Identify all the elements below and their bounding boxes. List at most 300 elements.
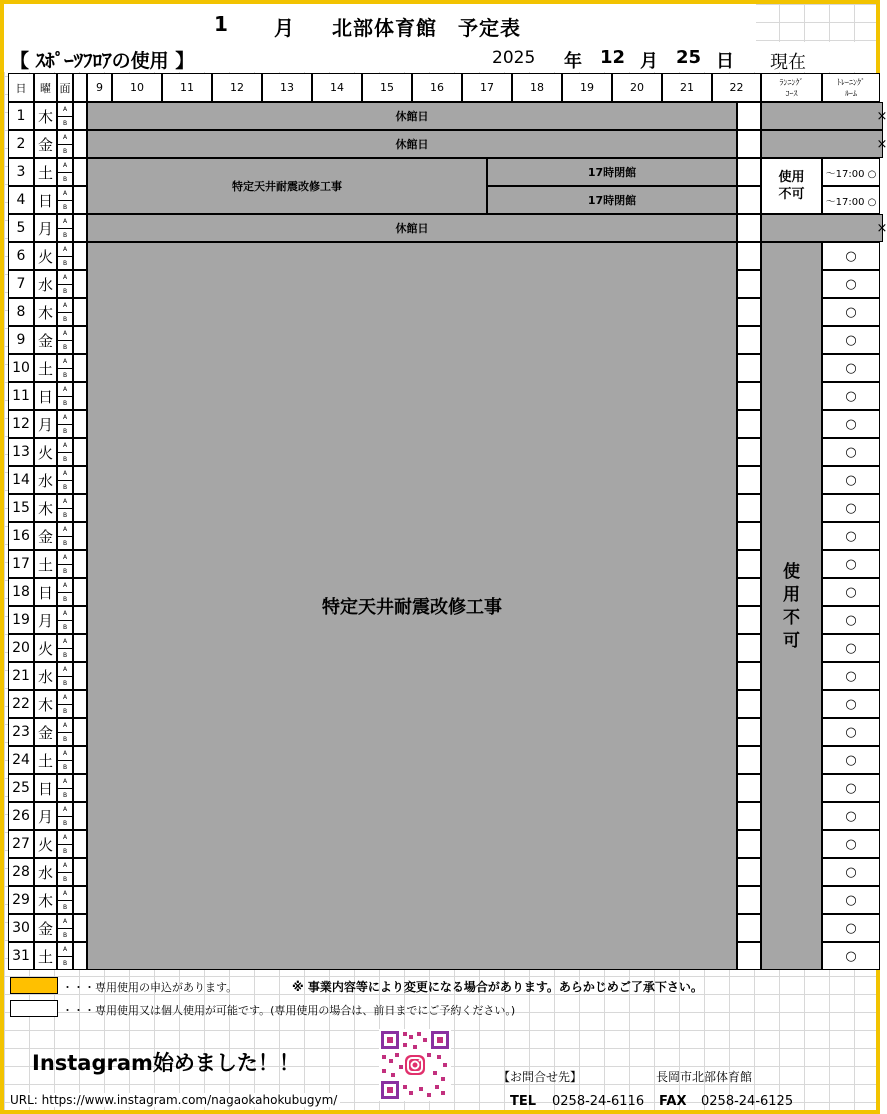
side-b-label: B <box>62 512 68 519</box>
late-cell <box>737 550 761 578</box>
side-ab-cell <box>57 242 73 270</box>
pad-cell <box>73 662 87 690</box>
side-a-label: A <box>58 831 72 845</box>
late-cell <box>737 942 761 970</box>
pad-cell <box>73 438 87 466</box>
running-unavailable-line1: 使用 <box>778 170 805 185</box>
side-a-label: A <box>58 495 72 509</box>
side-a-label: A <box>58 327 72 341</box>
hour-header: 14 <box>312 73 362 102</box>
weekday: 火 <box>34 634 57 662</box>
side-ab-cell <box>57 354 73 382</box>
pad-cell <box>73 270 87 298</box>
weekday: 日 <box>34 382 57 410</box>
day-number: 31 <box>8 942 34 970</box>
side-ab-cell <box>57 298 73 326</box>
hour-header: 22 <box>712 73 761 102</box>
instagram-qr-code[interactable] <box>379 1029 451 1101</box>
side-a-label: A <box>58 663 72 677</box>
side-ab-cell <box>57 522 73 550</box>
late-cell <box>737 102 761 130</box>
pad-cell <box>73 634 87 662</box>
pad-cell <box>73 746 87 774</box>
col-day: 日 <box>8 73 34 102</box>
training-available: ○ <box>822 634 880 662</box>
hour-header: 10 <box>112 73 162 102</box>
side-a-label: A <box>58 579 72 593</box>
pad-cell <box>73 914 87 942</box>
pad-cell <box>73 494 87 522</box>
weekday: 水 <box>34 270 57 298</box>
hour-header: 18 <box>512 73 562 102</box>
training-available: ○ <box>822 466 880 494</box>
side-b-label: B <box>62 960 68 967</box>
training-available: ○ <box>822 270 880 298</box>
pad-cell <box>73 354 87 382</box>
side-b-label: B <box>62 736 68 743</box>
training-available: ○ <box>822 438 880 466</box>
weekday: 日 <box>34 186 57 214</box>
day-number: 19 <box>8 606 34 634</box>
date-year-unit: 年 <box>564 51 582 72</box>
side-ab-cell <box>57 410 73 438</box>
training-available: ○ <box>822 802 880 830</box>
late-cell <box>737 410 761 438</box>
side-b-label: B <box>62 848 68 855</box>
late-cell <box>737 746 761 774</box>
side-b-label: B <box>62 316 68 323</box>
side-ab-cell <box>57 718 73 746</box>
side-a-label: A <box>58 355 72 369</box>
late-cell <box>737 214 761 242</box>
day-number: 6 <box>8 242 34 270</box>
side-a-label: A <box>58 747 72 761</box>
closed-cross-5: × <box>761 214 883 242</box>
vertical-char: 不 <box>783 608 800 628</box>
weekday: 月 <box>34 802 57 830</box>
side-ab-cell <box>57 942 73 970</box>
pad-cell <box>73 102 87 130</box>
side-ab-cell <box>57 662 73 690</box>
side-b-label: B <box>62 176 68 183</box>
side-b-label: B <box>62 456 68 463</box>
side-a-label: A <box>58 719 72 733</box>
day-number: 15 <box>8 494 34 522</box>
side-ab-cell <box>57 466 73 494</box>
weekday: 金 <box>34 326 57 354</box>
side-b-label: B <box>62 288 68 295</box>
hour-header: 17 <box>462 73 512 102</box>
side-a-label: A <box>58 411 72 425</box>
late-cell <box>737 382 761 410</box>
training-available: ○ <box>822 606 880 634</box>
training-available: ○ <box>822 578 880 606</box>
date-day-unit: 日 <box>716 51 734 72</box>
side-a-label: A <box>58 607 72 621</box>
day-number: 1 <box>8 102 34 130</box>
side-b-label: B <box>62 932 68 939</box>
instagram-url[interactable]: URL: https://www.instagram.com/nagaokahokubugym/ <box>10 1093 340 1107</box>
side-ab-cell <box>57 858 73 886</box>
training-available: ○ <box>822 550 880 578</box>
weekday: 金 <box>34 718 57 746</box>
hour-header: 16 <box>412 73 462 102</box>
hour-header: 19 <box>562 73 612 102</box>
side-b-label: B <box>62 792 68 799</box>
late-cell <box>737 606 761 634</box>
tel-label: TEL <box>510 1094 537 1109</box>
training-until17-3: ～17:00 ○ <box>822 158 880 186</box>
legend-notice: ※ 事業内容等により変更になる場合があります。あらかじめご了承下さい。 <box>292 980 703 994</box>
late-cell <box>737 326 761 354</box>
construction-block-small: 特定天井耐震改修工事 <box>87 158 487 214</box>
training-available: ○ <box>822 298 880 326</box>
side-ab-cell <box>57 494 73 522</box>
side-b-label: B <box>62 120 68 127</box>
day-number: 16 <box>8 522 34 550</box>
training-available: ○ <box>822 858 880 886</box>
hour-header: 20 <box>612 73 662 102</box>
side-b-label: B <box>62 764 68 771</box>
side-a-label: A <box>58 243 72 257</box>
weekday: 木 <box>34 102 57 130</box>
day-number: 17 <box>8 550 34 578</box>
side-ab-cell <box>57 830 73 858</box>
hour-header: 12 <box>212 73 262 102</box>
side-b-label: B <box>62 624 68 631</box>
date-day: 25 <box>676 47 702 68</box>
side-a-label: A <box>58 635 72 649</box>
day-number: 9 <box>8 326 34 354</box>
day-number: 24 <box>8 746 34 774</box>
side-a-label: A <box>58 383 72 397</box>
title-month-unit: 月 <box>274 16 294 40</box>
side-ab-cell <box>57 186 73 214</box>
side-b-label: B <box>62 596 68 603</box>
day-number: 20 <box>8 634 34 662</box>
weekday: 水 <box>34 466 57 494</box>
late-cell <box>737 298 761 326</box>
weekday: 月 <box>34 606 57 634</box>
weekday: 土 <box>34 746 57 774</box>
side-a-label: A <box>58 887 72 901</box>
facility-name: 長岡市北部体育館 <box>656 1070 753 1084</box>
side-a-label: A <box>58 551 72 565</box>
side-a-label: A <box>58 131 72 145</box>
side-ab-cell <box>57 578 73 606</box>
weekday: 木 <box>34 886 57 914</box>
day-number: 21 <box>8 662 34 690</box>
weekday: 水 <box>34 858 57 886</box>
pad-cell <box>73 578 87 606</box>
training-available: ○ <box>822 382 880 410</box>
late-cell <box>737 186 761 214</box>
day-number: 11 <box>8 382 34 410</box>
side-a-label: A <box>58 215 72 229</box>
side-a-label: A <box>58 803 72 817</box>
side-a-label: A <box>58 467 72 481</box>
closed-block-2: 休館日 <box>87 130 737 158</box>
side-a-label: A <box>58 271 72 285</box>
pad-cell <box>73 942 87 970</box>
col-training <box>822 73 880 102</box>
side-b-label: B <box>62 484 68 491</box>
weekday: 木 <box>34 494 57 522</box>
side-ab-cell <box>57 886 73 914</box>
side-b-label: B <box>62 344 68 351</box>
pad-cell <box>73 186 87 214</box>
late-cell <box>737 158 761 186</box>
side-ab-cell <box>57 158 73 186</box>
side-ab-cell <box>57 326 73 354</box>
pad-cell <box>73 690 87 718</box>
hour-header: 21 <box>662 73 712 102</box>
side-ab-cell <box>57 914 73 942</box>
side-b-label: B <box>62 652 68 659</box>
hour-header: 13 <box>262 73 312 102</box>
weekday: 木 <box>34 690 57 718</box>
weekday: 月 <box>34 214 57 242</box>
side-ab-cell <box>57 438 73 466</box>
side-a-label: A <box>58 859 72 873</box>
col-training-line2: ﾙｰﾑ <box>845 89 857 98</box>
side-ab-cell <box>57 214 73 242</box>
pad-cell <box>73 298 87 326</box>
date-month-unit: 月 <box>640 51 658 72</box>
legend-exclusive-text: ・・・専用使用の申込があります。 <box>62 981 238 994</box>
closed-cross-1: × <box>761 102 883 130</box>
vertical-char: 用 <box>783 585 800 605</box>
side-b-label: B <box>62 904 68 911</box>
day-number: 30 <box>8 914 34 942</box>
col-weekday: 曜 <box>34 73 57 102</box>
side-b-label: B <box>62 260 68 267</box>
col-training-line1: ﾄﾚｰﾆﾝｸﾞ <box>837 78 865 87</box>
closed-block-5: 休館日 <box>87 214 737 242</box>
late-cell <box>737 774 761 802</box>
training-available: ○ <box>822 494 880 522</box>
col-running-line1: ﾗﾝﾆﾝｸﾞ <box>779 78 804 87</box>
col-pad <box>73 73 87 102</box>
side-b-label: B <box>62 372 68 379</box>
weekday: 土 <box>34 158 57 186</box>
col-running <box>761 73 822 102</box>
late-cell <box>737 354 761 382</box>
pad-cell <box>73 382 87 410</box>
day-number: 13 <box>8 438 34 466</box>
pad-cell <box>73 466 87 494</box>
day-number: 29 <box>8 886 34 914</box>
fax-label: FAX <box>659 1094 687 1109</box>
tel-number[interactable]: 0258-24-6116 <box>552 1094 645 1109</box>
hour-header: 15 <box>362 73 412 102</box>
date-month: 12 <box>600 47 626 68</box>
training-available: ○ <box>822 410 880 438</box>
side-a-label: A <box>58 187 72 201</box>
pad-cell <box>73 774 87 802</box>
day-number: 14 <box>8 466 34 494</box>
contact-label: 【お問合せ先】 <box>498 1070 583 1084</box>
weekday: 木 <box>34 298 57 326</box>
pad-cell <box>73 242 87 270</box>
instagram-heading: Instagram始めました！！ <box>32 1051 300 1075</box>
training-available: ○ <box>822 326 880 354</box>
day-number: 23 <box>8 718 34 746</box>
day-number: 5 <box>8 214 34 242</box>
weekday: 日 <box>34 578 57 606</box>
vertical-char: 使 <box>783 562 800 582</box>
running-unavailable-vertical <box>762 561 821 653</box>
weekday: 金 <box>34 130 57 158</box>
side-b-label: B <box>62 232 68 239</box>
weekday: 水 <box>34 662 57 690</box>
late-cell <box>737 242 761 270</box>
training-available: ○ <box>822 690 880 718</box>
day-number: 12 <box>8 410 34 438</box>
side-a-label: A <box>58 523 72 537</box>
training-available: ○ <box>822 914 880 942</box>
side-a-label: A <box>58 915 72 929</box>
training-available: ○ <box>822 774 880 802</box>
late-cell <box>737 886 761 914</box>
side-b-label: B <box>62 428 68 435</box>
day-number: 25 <box>8 774 34 802</box>
legend-available-swatch <box>10 1000 58 1017</box>
weekday: 火 <box>34 438 57 466</box>
running-unavailable-small <box>761 158 822 214</box>
side-ab-cell <box>57 102 73 130</box>
weekday: 日 <box>34 774 57 802</box>
pad-cell <box>73 718 87 746</box>
weekday: 月 <box>34 410 57 438</box>
side-a-label: A <box>58 943 72 957</box>
fax-number: 0258-24-6125 <box>701 1094 794 1109</box>
day-number: 3 <box>8 158 34 186</box>
training-until17-4: ～17:00 ○ <box>822 186 880 214</box>
close17-block-4: 17時閉館 <box>487 186 737 214</box>
training-available: ○ <box>822 522 880 550</box>
training-available: ○ <box>822 746 880 774</box>
side-a-label: A <box>58 775 72 789</box>
side-b-label: B <box>62 148 68 155</box>
pad-cell <box>73 802 87 830</box>
day-number: 26 <box>8 802 34 830</box>
weekday: 土 <box>34 550 57 578</box>
day-number: 10 <box>8 354 34 382</box>
side-a-label: A <box>58 299 72 313</box>
late-cell <box>737 858 761 886</box>
legend-exclusive-swatch <box>10 977 58 994</box>
weekday: 火 <box>34 830 57 858</box>
side-ab-cell <box>57 382 73 410</box>
side-ab-cell <box>57 634 73 662</box>
side-a-label: A <box>58 159 72 173</box>
training-available: ○ <box>822 830 880 858</box>
training-available: ○ <box>822 942 880 970</box>
closed-cross-2: × <box>761 130 883 158</box>
late-cell <box>737 466 761 494</box>
col-side: 面 <box>57 73 73 102</box>
pad-cell <box>73 158 87 186</box>
side-b-label: B <box>62 540 68 547</box>
date-year: 2025 <box>492 48 536 68</box>
side-a-label: A <box>58 103 72 117</box>
training-available: ○ <box>822 662 880 690</box>
side-b-label: B <box>62 820 68 827</box>
running-unavailable-large <box>761 242 822 970</box>
day-number: 7 <box>8 270 34 298</box>
side-ab-cell <box>57 690 73 718</box>
late-cell <box>737 270 761 298</box>
pad-cell <box>73 886 87 914</box>
weekday: 土 <box>34 354 57 382</box>
day-number: 4 <box>8 186 34 214</box>
day-number: 22 <box>8 690 34 718</box>
late-cell <box>737 662 761 690</box>
close17-block-3: 17時閉館 <box>487 158 737 186</box>
late-cell <box>737 130 761 158</box>
pad-cell <box>73 522 87 550</box>
pad-cell <box>73 830 87 858</box>
date-as-of: 現在 <box>770 52 806 73</box>
training-available: ○ <box>822 354 880 382</box>
title-month: 1 <box>214 12 228 36</box>
pad-cell <box>73 858 87 886</box>
weekday: 土 <box>34 942 57 970</box>
late-cell <box>737 802 761 830</box>
side-ab-cell <box>57 270 73 298</box>
running-unavailable-line2: 不可 <box>778 187 805 202</box>
late-cell <box>737 914 761 942</box>
col-running-line2: ｺｰｽ <box>785 89 798 98</box>
late-cell <box>737 522 761 550</box>
side-b-label: B <box>62 680 68 687</box>
training-available: ○ <box>822 718 880 746</box>
pad-cell <box>73 326 87 354</box>
side-a-label: A <box>58 439 72 453</box>
side-b-label: B <box>62 568 68 575</box>
page-title: 北部体育館 予定表 <box>332 16 521 40</box>
hour-header: 11 <box>162 73 212 102</box>
side-b-label: B <box>62 876 68 883</box>
late-cell <box>737 438 761 466</box>
day-number: 27 <box>8 830 34 858</box>
legend-available-text: ・・・専用使用又は個人使用が可能です。(専用使用の場合は、前日までにご予約ください。) <box>62 1004 516 1017</box>
side-b-label: B <box>62 400 68 407</box>
side-ab-cell <box>57 606 73 634</box>
side-ab-cell <box>57 550 73 578</box>
side-ab-cell <box>57 130 73 158</box>
section-title: 【 ｽﾎﾟｰﾂﾌﾛｱの使用 】 <box>10 50 195 72</box>
pad-cell <box>73 410 87 438</box>
side-b-label: B <box>62 708 68 715</box>
late-cell <box>737 830 761 858</box>
weekday: 金 <box>34 522 57 550</box>
training-available: ○ <box>822 242 880 270</box>
pad-cell <box>73 606 87 634</box>
side-ab-cell <box>57 746 73 774</box>
day-number: 28 <box>8 858 34 886</box>
side-b-label: B <box>62 204 68 211</box>
day-number: 18 <box>8 578 34 606</box>
side-a-label: A <box>58 691 72 705</box>
pad-cell <box>73 130 87 158</box>
late-cell <box>737 718 761 746</box>
late-cell <box>737 690 761 718</box>
late-cell <box>737 634 761 662</box>
side-ab-cell <box>57 774 73 802</box>
pad-cell <box>73 214 87 242</box>
